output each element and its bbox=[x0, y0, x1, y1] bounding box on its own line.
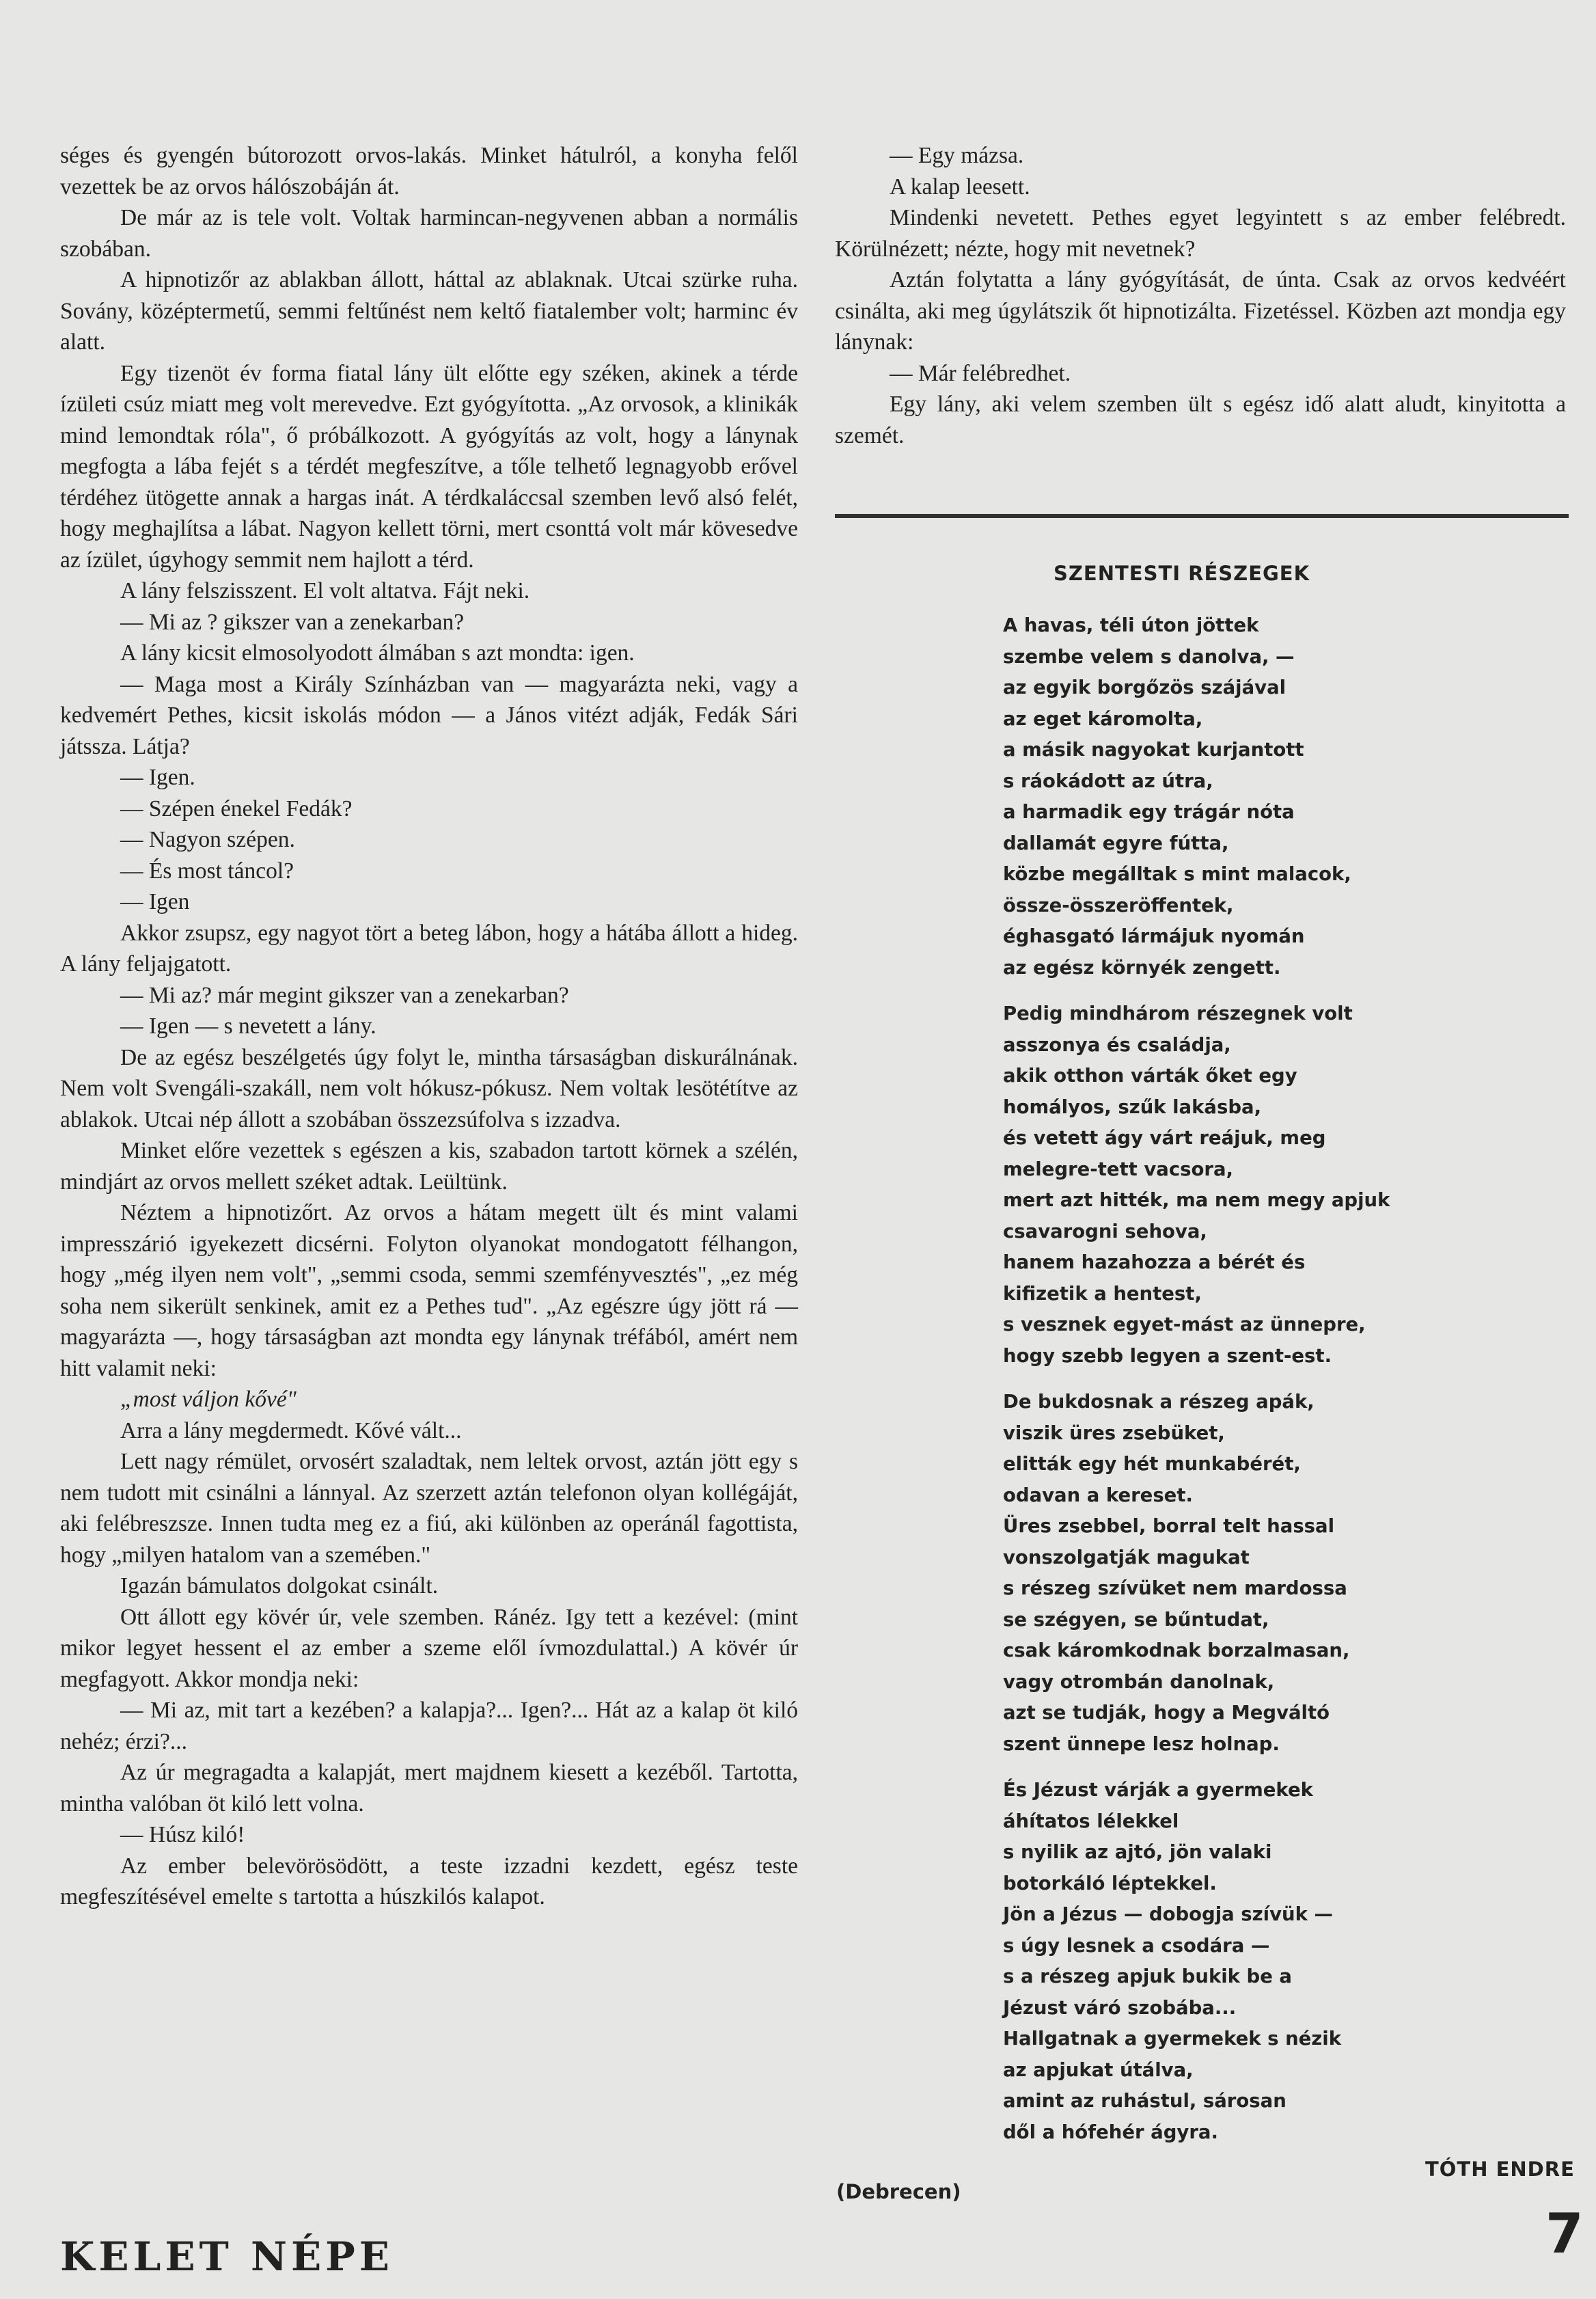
paragraph: A lány kicsit elmosolyodott álmában s azt mondta: igen. bbox=[120, 640, 635, 666]
poem-line: hanem hazahozza a bérét és bbox=[1003, 1251, 1306, 1273]
paragraph: — Nagyon szépen. bbox=[120, 827, 295, 852]
article-right-column bbox=[835, 140, 1566, 451]
poem-line: és vetett ágy várt reájuk, meg bbox=[1003, 1127, 1326, 1149]
poem-line: az egész környék zengett. bbox=[1003, 956, 1281, 979]
page-number: 7 bbox=[1545, 2202, 1584, 2266]
article-left-column bbox=[60, 140, 798, 1913]
poem-line: éghasgató lármájuk nyomán bbox=[1003, 925, 1305, 947]
poem-line: se szégyen, se bűntudat, bbox=[1003, 1608, 1269, 1631]
poem-line: s vesznek egyet-mást az ünnepre, bbox=[1003, 1314, 1366, 1335]
poem-line: áhítatos lélekkel bbox=[1003, 1810, 1179, 1832]
poem-line: amint az ruhástul, sárosan bbox=[1003, 2090, 1287, 2112]
poem-line: vonszolgatják magukat bbox=[1003, 1546, 1250, 1568]
poem-line: homályos, szűk lakásba, bbox=[1003, 1096, 1262, 1118]
poem-line: közbe megálltak s mint malacok, bbox=[1003, 863, 1351, 885]
poem-line: a harmadik egy trágár nóta bbox=[1003, 801, 1295, 823]
poem-line: mert azt hitték, ma nem megy apjuk bbox=[1003, 1189, 1390, 1211]
poem-line: dallamát egyre fútta, bbox=[1003, 832, 1229, 854]
paragraph: Minket előre vezettek s egészen a kis, szabadon tartott körnek a szélén, mindjárt az orvos mellett széket adtak. Leültünk. bbox=[60, 1138, 798, 1195]
poem-line: Üres zsebbel, borral telt hassal bbox=[1003, 1515, 1335, 1537]
poem-place: (Debrecen) bbox=[836, 2180, 961, 2203]
poem-line: dől a hófehér ágyra. bbox=[1003, 2121, 1218, 2143]
paragraph: — Egy mázsa. bbox=[890, 143, 1024, 168]
paragraph: Lett nagy rémület, orvosért szaladtak, nem leltek orvost, aztán jött egy s nem tudott mit csinálni a lánnyal. Az szerzett aztán telefonon olyan kollégáját, aki felébreszsze. Innen tudta meg ez a fiú, aki különben az operánál fagottista, hogy „milyen hatalom van a szemében." bbox=[60, 1449, 798, 1568]
poem-line: És Jézust várják a gyermekek bbox=[1003, 1779, 1313, 1801]
paragraph: Akkor zsupsz, egy nagyot tört a beteg lábon, hogy a hátába állott a hideg. A lány feljajgatott. bbox=[60, 920, 798, 977]
poem-line: elitták egy hét munkabérét, bbox=[1003, 1453, 1301, 1475]
poem-line: s úgy lesnek a csodára — bbox=[1003, 1934, 1270, 1957]
poem-line: s a részeg apjuk bukik be a bbox=[1003, 1965, 1292, 1987]
poem-line: botorkáló léptekkel. bbox=[1003, 1872, 1217, 1894]
paragraph: — Szépen énekel Fedák? bbox=[120, 795, 353, 821]
poem-line: melegre-tett vacsora, bbox=[1003, 1158, 1233, 1180]
paragraph: Az ember belevörösödött, a teste izzadni kezdett, egész teste megfeszítésével emelte s tartotta a húszkilós kalapot. bbox=[60, 1853, 798, 1909]
poem-line: össze-összeröffentek, bbox=[1003, 894, 1234, 916]
paragraph: — Mi az ? gikszer van a zenekarban? bbox=[120, 609, 465, 635]
paragraph: — Igen bbox=[120, 889, 190, 914]
poem-line: az eget káromolta, bbox=[1003, 707, 1203, 730]
section-divider bbox=[835, 514, 1569, 518]
paragraph: De az egész beszélgetés úgy folyt le, mintha társaságban diskurálnának. Nem volt Svengáli-szakáll, nem volt hókusz-pókusz. Nem voltak lesötétítve az ablakok. Utcai nép állott a szobában összezsúfolva s izzadva. bbox=[60, 1044, 798, 1132]
poem-line: odavan a kereset. bbox=[1003, 1484, 1193, 1506]
magazine-title: KELET NÉPE bbox=[60, 2233, 394, 2280]
paragraph: Mindenki nevetett. Pethes egyet legyintett s az ember felébredt. Körülnézett; nézte, hogy mit nevetnek? bbox=[835, 205, 1566, 262]
poem-line: Hallgatnak a gyermekek s nézik bbox=[1003, 2028, 1342, 2050]
poem-stanza bbox=[1003, 998, 1550, 1372]
poem-line: viszik üres zsebüket, bbox=[1003, 1421, 1225, 1444]
poem-line: az apjukat útálva, bbox=[1003, 2058, 1194, 2081]
poem-line: csak káromkodnak borzalmasan, bbox=[1003, 1640, 1350, 1661]
paragraph: Egy tizenöt év forma fiatal lány ült előtte egy széken, akinek a térde ízületi csúz miatt meg volt merevedve. Ezt gyógyította. „Az orvosok, a klinikák mind lemondtak róla", ő próbálkozott. A gyógyítás az volt, hogy a lánynak megfogta a lába fejét s a térdét megfeszítve, a tőle telhető legnagyobb erővel térdéhez ütögette annak a hargas inát. A térdkaláccsal szemben levő alsó felét, hogy meghajlítsa a lábat. Nagyon kellett törni, mert csonttá volt már kövesedve az ízület, úgyhogy semmit nem hajlott a térd. bbox=[60, 360, 798, 573]
poem-line: akik otthon várták őket egy bbox=[1003, 1065, 1297, 1087]
poem-line: az egyik borgőzös szájával bbox=[1003, 677, 1287, 698]
poem-line: asszonya és családja, bbox=[1003, 1033, 1231, 1056]
poem-line: s nyilik az ajtó, jön valaki bbox=[1003, 1841, 1272, 1863]
paragraph: Ott állott egy kövér úr, vele szemben. Ránéz. Igy tett a kezével: (mint mikor legyet hessent el az ember a szeme elől ívmozdulattal.) A kövér úr megfagyott. Akkor mondja neki: bbox=[60, 1604, 798, 1692]
poem-stanza bbox=[1003, 1387, 1550, 1760]
poem-line: csavarogni sehova, bbox=[1003, 1220, 1207, 1242]
poem-line: Jézust váró szobába... bbox=[1003, 1996, 1237, 2019]
paragraph: — Már felébredhet. bbox=[890, 360, 1071, 386]
paragraph: Egy lány, aki velem szemben ült s egész idő alatt aludt, kinyitotta a szemét. bbox=[835, 392, 1566, 448]
paragraph: — Igen — s nevetett a lány. bbox=[120, 1014, 376, 1039]
paragraph: — Mi az, mit tart a kezében? a kalapja?... Igen?... Hát az a kalap öt kiló nehéz; érzi?... bbox=[60, 1698, 798, 1754]
poem-line: s részeg szívüket nem mardossa bbox=[1003, 1577, 1347, 1599]
paragraph: A kalap leesett. bbox=[890, 174, 1030, 200]
poem-stanza bbox=[1003, 1775, 1550, 2148]
paragraph: — Húsz kiló! bbox=[120, 1822, 245, 1847]
paragraph: Igazán bámulatos dolgokat csinált. bbox=[120, 1573, 439, 1599]
poem-line: Pedig mindhárom részegnek volt bbox=[1003, 1003, 1353, 1024]
paragraph: „most váljon kővé" bbox=[120, 1387, 297, 1412]
poem-body bbox=[1003, 610, 1550, 2163]
paragraph: A hipnotizőr az ablakban állott, háttal az ablaknak. Utcai szürke ruha. Sovány, középtermetű, semmi feltűnést nem keltő fiatalember volt; harminc év alatt. bbox=[60, 267, 798, 355]
poem-line: azt se tudják, hogy a Megváltó bbox=[1003, 1702, 1330, 1724]
poem-line: kifizetik a hentest, bbox=[1003, 1282, 1202, 1305]
paragraph: Néztem a hipnotizőrt. Az orvos a hátam megett ült és mint valami impresszárió igyekezett dicsérni. Folyton olyanokat mondogatott félhangon, hogy „még ilyen nem volt", „semmi csoda, semmi szemfényvesztés", „ez még soha nem sikerült senkinek, amit ez a Pethes tud". „Az egészre úgy jött rá — magyarázta —, hogy társaságban azt mondta egy lánynak tréfából, amért nem hitt valamit neki: bbox=[60, 1200, 798, 1381]
poem-line: vagy otrombán danolnak, bbox=[1003, 1670, 1275, 1693]
poem-line: Jön a Jézus — dobogja szívük — bbox=[1003, 1903, 1333, 1925]
poem-line: De bukdosnak a részeg apák, bbox=[1003, 1391, 1315, 1413]
poem-line: hogy szebb legyen a szent-est. bbox=[1003, 1344, 1332, 1367]
poem-author: TÓTH ENDRE bbox=[1425, 2158, 1575, 2181]
paragraph: séges és gyengén bútorozott orvos-lakás. Minket hátulról, a konyha felől vezettek be az orvos hálószobáján át. bbox=[60, 143, 798, 200]
poem-line: szent ünnepe lesz holnap. bbox=[1003, 1732, 1280, 1755]
paragraph: Az úr megragadta a kalapját, mert majdnem kiesett a kezéből. Tartotta, mintha valóban öt kiló lett volna. bbox=[60, 1760, 798, 1817]
paragraph: — Mi az? már megint gikszer van a zenekarban? bbox=[120, 982, 569, 1008]
poem-line: s ráokádott az útra, bbox=[1003, 770, 1213, 792]
poem-stanza bbox=[1003, 610, 1550, 983]
poem-line: A havas, téli úton jöttek bbox=[1003, 614, 1259, 636]
poem-title: SZENTESTI RÉSZEGEK bbox=[1054, 562, 1310, 585]
paragraph: — És most táncol? bbox=[120, 858, 294, 884]
paragraph: A lány felszisszent. El volt altatva. Fájt neki. bbox=[120, 578, 530, 603]
paragraph: Arra a lány megdermedt. Kővé vált... bbox=[120, 1417, 462, 1443]
paragraph: Aztán folytatta a lány gyógyítását, de únta. Csak az orvos kedvéért csinálta, aki meg úgylátszik őt hipnotizálta. Fizetéssel. Közben azt mondja egy lánynak: bbox=[835, 267, 1566, 355]
paragraph: De már az is tele volt. Voltak harmincan-negyvenen abban a normális szobában. bbox=[60, 205, 798, 262]
poem-line: szembe velem s danolva, — bbox=[1003, 645, 1295, 668]
paragraph: — Maga most a Király Színházban van — magyarázta neki, vagy a kedvemért Pethes, kicsit iskolás módon — a János vitézt adják, Fedák Sári játssza. Látja? bbox=[60, 671, 798, 759]
poem-line: a másik nagyokat kurjantott bbox=[1003, 739, 1304, 761]
paragraph: — Igen. bbox=[120, 765, 195, 790]
